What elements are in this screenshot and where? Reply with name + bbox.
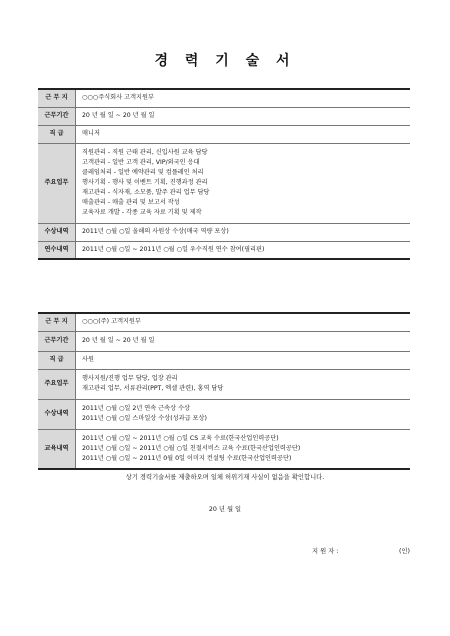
company-value: ○○○주식회사 고객지원부 <box>82 94 154 102</box>
awards-list <box>76 399 411 429</box>
period-label: 근무기간 <box>38 331 76 351</box>
award-line: 2011년 ○월 ○일 2년 연속 근속상 수상 <box>82 405 191 412</box>
duty-line: 클레임처리 - 일반 예약관리 및 컴플레인 처리 <box>82 169 204 176</box>
duty-line: 재고관리 업무, 서류관리(PPT, 엑셀 관련), 홍역 담당 <box>82 385 224 392</box>
career-table-1 <box>38 88 410 260</box>
career-table-2 <box>38 312 410 470</box>
duty-line: 고객관리 - 일반 고객 관리, VIP/외국인 응대 <box>82 159 200 166</box>
period-label: 근무기간 <box>38 107 76 125</box>
education-list <box>76 429 411 469</box>
position-label: 직 급 <box>38 351 76 369</box>
duties-list <box>76 143 411 223</box>
document-title: 경 력 기 술 서 <box>154 53 296 69</box>
duties-label: 주요업무 <box>38 369 76 399</box>
award-line: 2011년 ○월 ○일 스마일상 수상(성과급 포상) <box>82 415 207 422</box>
training-label: 연수내역 <box>38 241 76 259</box>
awards-value: 2011년 ○월 ○일 올해의 사원상 수상(매국 역량 포상) <box>76 223 411 241</box>
education-label: 교육내역 <box>38 429 76 469</box>
awards-label: 수상내역 <box>38 399 76 429</box>
company-value: ○○○(주) 고객지원부 <box>82 318 141 326</box>
company-label: 근 무 지 <box>38 89 76 107</box>
education-line: 2011년 ○월 ○일 ~ 2011년 ○월 ○일 친절서비스 교육 수료(한국산업인력공단) <box>82 444 301 452</box>
duty-line: 직원관리 - 직원 근태 관리, 신입사원 교육 담당 <box>82 149 208 156</box>
company-label: 근 무 지 <box>38 313 76 331</box>
confirmation-statement: 상기 경력기술서를 제출하오며 일체 허위기재 사실이 없음을 확인합니다. <box>125 474 325 481</box>
duty-line: 교육자료 개발 - 각종 교육 자료 기획 및 제작 <box>82 209 202 216</box>
position-label: 직 급 <box>38 125 76 143</box>
duty-line: 행사지원/진행 업무 담당, 업장 관리 <box>82 375 178 382</box>
awards-label: 수상내역 <box>38 223 76 241</box>
position-value: 사원 <box>76 351 411 369</box>
duty-line: 재고관리 - 식자재, 소모품, 발주 관리 업무 담당 <box>82 189 210 196</box>
education-line: 2011년 ○월 ○일 ~ 2011년 0월 0일 이미지 컨설팅 수료(한국산업인력공단) <box>82 454 292 462</box>
duty-line: 매출관리 - 매출 관리 및 보고서 작성 <box>82 199 180 206</box>
duties-label: 주요업무 <box>38 143 76 223</box>
period-value: 20 년 월 일 ~ 20 년 월 일 <box>76 107 411 125</box>
duty-line: 행사기획 - 행사 및 이벤트 기획, 진행과정 관리 <box>82 179 208 186</box>
submission-date: 20 년 월 일 <box>208 506 242 513</box>
duties-list <box>76 369 411 399</box>
seal-mark: (인) <box>399 548 410 555</box>
period-value: 20 년 월 일 ~ 20 년 월 일 <box>76 331 411 351</box>
training-value: 2011년 ○월 ○일 ~ 2011년 ○월 ○일 우수직원 연수 참여(필리핀) <box>76 241 411 259</box>
position-value: 매니저 <box>76 125 411 143</box>
applicant-label: 지 원 자 : <box>312 548 339 555</box>
education-line: 2011년 ○월 ○일 ~ 2011년 ○월 ○일 CS 교육 수료(한국산업인력공단) <box>82 434 279 442</box>
